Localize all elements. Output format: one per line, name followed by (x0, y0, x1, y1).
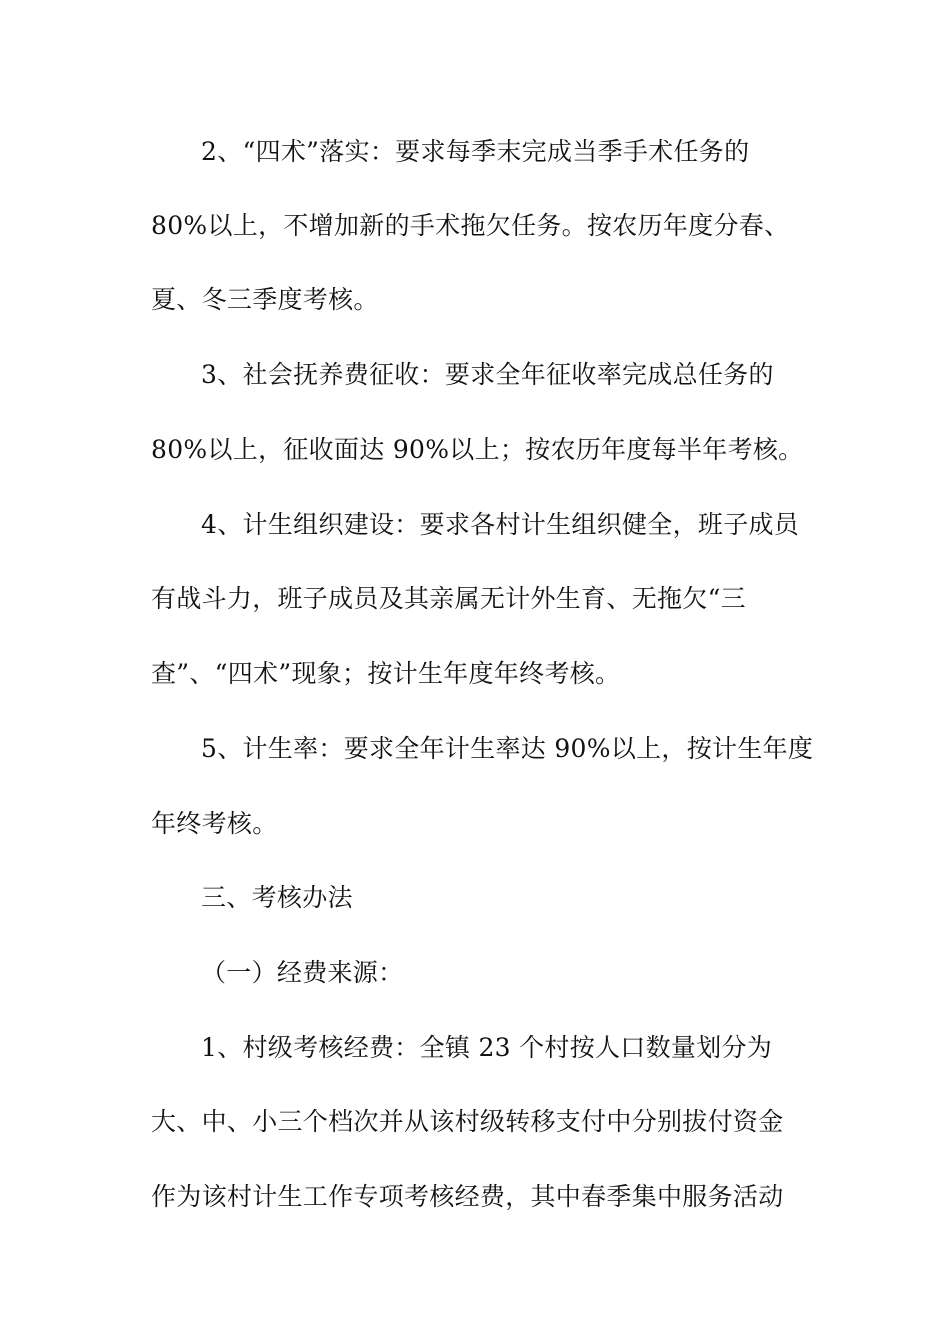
paragraph-line: 5、计生率：要求全年计生率达 90%以上，按计生年度 (201, 734, 814, 763)
paragraph-line: 年终考核。 (151, 809, 278, 838)
paragraph-line: 查”、“四术”现象；按计生年度年终考核。 (151, 659, 621, 688)
paragraph-line: 80%以上，征收面达 90%以上；按农历年度每半年考核。 (151, 435, 804, 464)
paragraph-line: 1、村级考核经费：全镇 23 个村按人口数量划分为 (201, 1033, 773, 1062)
subsection-heading: （一）经费来源： (201, 958, 404, 987)
paragraph-line: 80%以上，不增加新的手术拖欠任务。按农历年度分春、 (151, 211, 790, 240)
paragraph-line: 大、中、小三个档次并从该村级转移支付中分别拔付资金 (151, 1107, 784, 1136)
paragraph-line: 夏、冬三季度考核。 (151, 285, 379, 314)
paragraph-line: 有战斗力，班子成员及其亲属无计外生育、无拖欠“三 (151, 584, 746, 613)
paragraph-line: 作为该村计生工作专项考核经费，其中春季集中服务活动 (151, 1182, 784, 1211)
paragraph-line: 4、计生组织建设：要求各村计生组织健全，班子成员 (201, 510, 800, 539)
paragraph-line: 3、社会抚养费征收：要求全年征收率完成总任务的 (201, 360, 774, 389)
section-heading: 三、考核办法 (201, 883, 353, 912)
paragraph-line: 2、“四术”落实：要求每季末完成当季手术任务的 (201, 137, 750, 166)
